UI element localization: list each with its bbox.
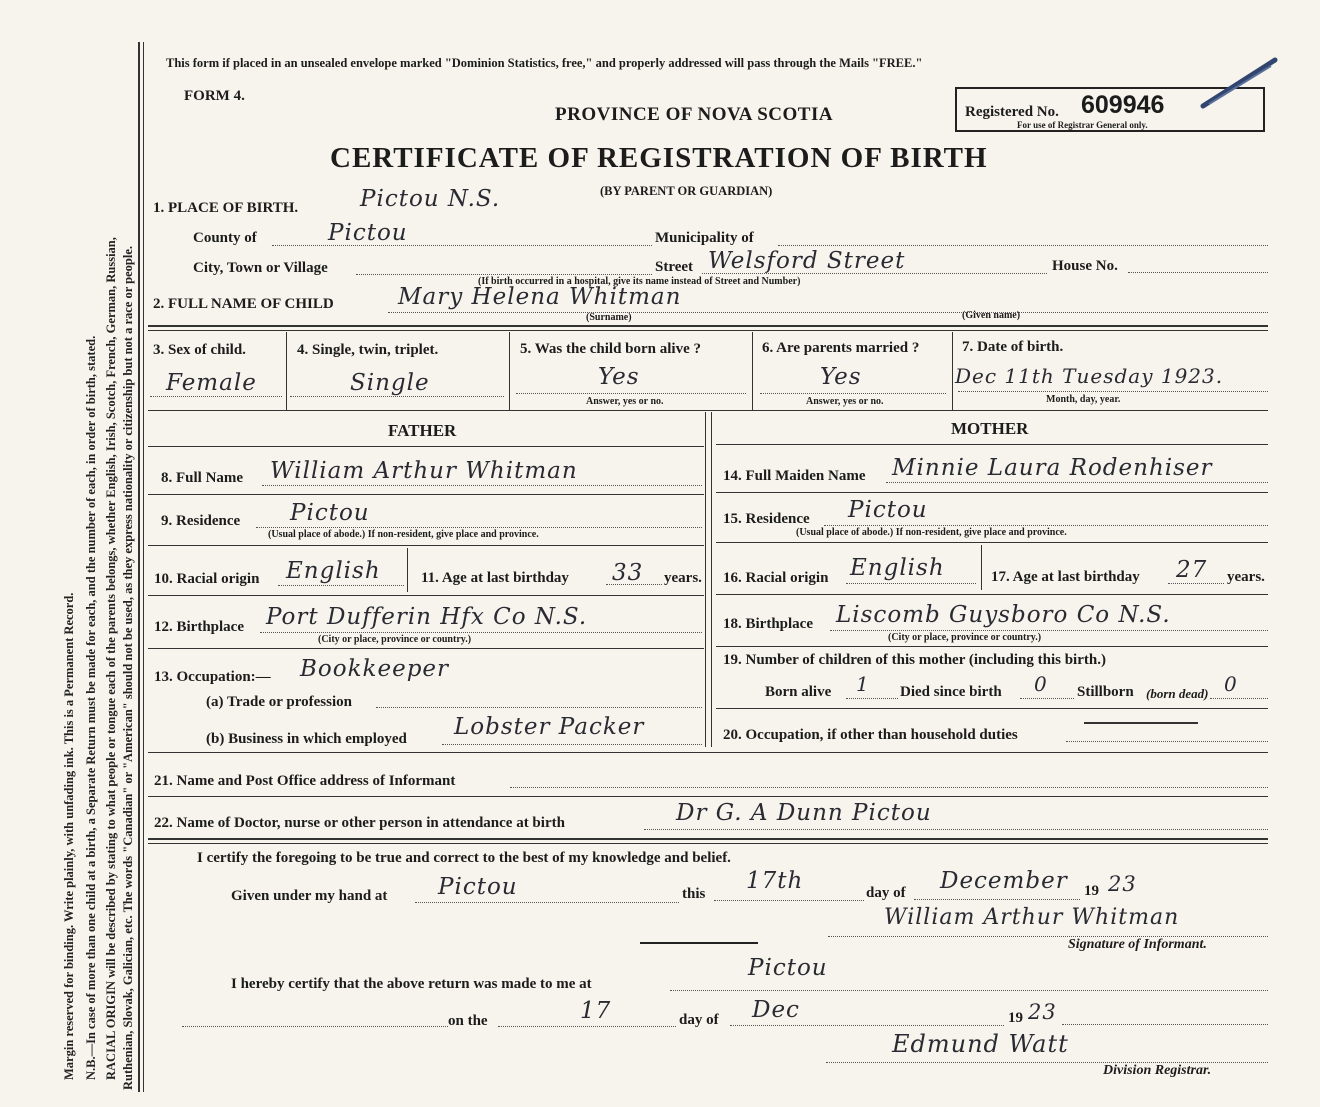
street-value: Welsford Street [708,248,906,274]
col-sep-3 [752,332,753,410]
father-head-line [148,446,704,447]
father-residence-line [256,527,702,528]
margin-note-nb: N.B.—In case of more than one child at a birth, a Separate Return must be made for each, and the number of each, in order of birth, stated. [84,335,98,1080]
given-name-note: (Given name) [962,310,1021,321]
informant-signature: William Arthur Whitman [884,905,1180,930]
father-name-value: William Arthur Whitman [270,458,578,484]
plurality-value: Single [350,370,430,396]
business-line [442,744,702,745]
born-alive-question: 5. Was the child born alive ? [520,341,701,357]
father-line-a [148,494,704,495]
mother-name-label: 14. Full Maiden Name [723,468,866,484]
mother-line-d [716,646,1268,647]
stillborn-value: 0 [1224,672,1238,696]
registered-label: Registered No. [965,104,1059,120]
stillborn-label: Stillborn [1077,684,1134,700]
alive-line [516,393,746,394]
died-line [1020,698,1074,699]
house-label: House No. [1052,258,1118,274]
father-age-value: 33 [612,560,644,586]
stillborn-line [1210,698,1268,699]
dob-line [958,391,1268,392]
reg-year-line [1062,1024,1268,1025]
mother-birthplace-value: Liscomb Guysboro Co N.S. [836,602,1171,628]
mother-line-a [716,492,1268,493]
father-years-label: years. [664,570,702,586]
business-label: (b) Business in which employed [206,731,407,747]
place-of-birth-value: Pictou N.S. [360,186,501,212]
col-divider [705,412,706,747]
year-prefix: 19 [1084,883,1099,899]
mother-occupation-label: 20. Occupation, if other than household duties [723,727,1018,743]
doctor-value: Dr G. A Dunn Pictou [676,800,932,826]
divider-4 [148,796,1268,797]
father-age-label: 11. Age at last birthday [421,570,569,586]
city-line [356,274,652,275]
father-place-note: (City or place, province or country.) [318,634,472,645]
trade-label: (a) Trade or profession [206,694,352,710]
mother-birthplace-line [830,630,1268,631]
municipality-label: Municipality of [655,230,754,246]
registrar-signature: Edmund Watt [892,1030,1069,1058]
sex-value: Female [166,370,257,396]
given-year-value: 23 [1108,872,1137,896]
sex-line [150,396,282,397]
father-racial-sep [407,548,408,592]
father-racial-value: English [286,558,381,584]
mother-occupation-line [1066,741,1268,742]
mother-racial-label: 16. Racial origin [723,570,829,586]
died-value: 0 [1034,672,1048,696]
informant-line [510,787,1268,788]
father-abode-note: (Usual place of abode.) If non-resident, give place and province. [268,529,539,540]
place-of-birth-label: 1. PLACE OF BIRTH. [153,200,299,216]
married-answer: Yes [820,364,862,390]
month-line [914,899,1080,900]
divider-1 [148,325,1268,327]
registrar-label: Division Registrar. [1103,1063,1212,1078]
county-value: Pictou [328,220,408,246]
given-month-value: December [940,868,1068,894]
married-answer-note: Answer, yes or no. [806,396,884,407]
surname-note: (Surname) [586,312,632,323]
plurality-label: 4. Single, twin, triplet. [297,342,439,358]
col-divider-b [711,412,712,747]
mother-residence-value: Pictou [848,497,928,523]
mother-years-label: years. [1227,569,1265,585]
house-line [1128,272,1268,273]
county-label: County of [193,230,257,246]
father-residence-value: Pictou [290,500,370,526]
died-label: Died since birth [900,684,1002,700]
mother-racial-line [846,583,976,584]
document-subtitle: (BY PARENT OR GUARDIAN) [600,184,773,198]
business-value: Lobster Packer [454,714,645,740]
father-racial-line [278,585,404,586]
province-heading: PROVINCE OF NOVA SCOTIA [555,104,834,125]
document-title: CERTIFICATE OF REGISTRATION OF BIRTH [330,142,988,174]
doctor-line [644,829,1268,830]
reg-year-prefix: 19 [1008,1010,1023,1026]
margin-note-racial: RACIAL ORIGIN will be described by stating to what people or tongue each of the parents belongs, whether English, Irish, Scotch, French, German, Russian, [104,237,118,1080]
dob-note: Month, day, year. [1046,394,1121,405]
mother-name-line [886,482,1268,483]
stillborn-note: (born dead) [1146,686,1209,701]
doctor-label: 22. Name of Doctor, nurse or other person in attendance at birth [154,815,565,831]
father-residence-label: 9. Residence [161,513,241,529]
reg-day-of-label: day of [679,1012,719,1028]
father-occupation-value: Bookkeeper [300,656,450,682]
given-place-value: Pictou [438,874,518,900]
father-birthplace-value: Port Dufferin Hfx Co N.S. [266,604,588,630]
divider-3 [148,752,1268,753]
reg-year-value: 23 [1028,1000,1057,1024]
signature-label: Signature of Informant. [1068,937,1207,952]
binding-line-inner [143,42,144,1092]
father-birthplace-label: 12. Birthplace [154,619,244,635]
city-label: City, Town or Village [193,260,328,276]
separator-rule [640,942,758,944]
alive-answer-note: Answer, yes or no. [586,396,664,407]
mother-line-c [716,594,1268,595]
certify-text: I certify the foregoing to be true and correct to the best of my knowledge and belief. [197,850,731,866]
margin-note-racial-cont: Ruthenian, Slovak, Galician, etc. The words "Canadian" or "American" should not be used, as they express nationality or citizenship but not a race or people. [121,245,135,1090]
born-alive-line [846,698,898,699]
father-heading: FATHER [388,421,457,440]
given-at-line [415,902,679,903]
mother-residence-label: 15. Residence [723,511,810,527]
day-line [714,900,864,901]
born-alive-value: 1 [856,672,870,696]
divider-5b [148,843,1268,844]
mother-age-value: 27 [1176,557,1208,583]
col-sep-1 [286,332,287,410]
plurality-line [290,396,504,397]
children-count-label: 19. Number of children of this mother (including this birth.) [723,652,1106,668]
married-question: 6. Are parents married ? [762,340,920,356]
mail-note: This form if placed in an unsealed envelope marked "Dominion Statistics, free," and properly addressed will pass through the Mails "FREE." [166,56,923,70]
registered-number: 609946 [1081,91,1165,119]
mother-head-line [716,444,1268,445]
registrar-certify-text: I hereby certify that the above return was made to me at [231,976,592,992]
informant-label: 21. Name and Post Office address of Informant [154,773,456,789]
mother-place-note: (City or place, province or country.) [888,632,1042,643]
reg-month-value: Dec [752,997,800,1023]
on-the-lead-line [182,1026,448,1027]
hospital-note: (If birth occurred in a hospital, give its name instead of Street and Number) [478,276,801,287]
mother-birthplace-label: 18. Birthplace [723,616,813,632]
registrar-note: For use of Registrar General only. [1017,120,1148,130]
mother-line-b [716,542,1268,543]
municipality-line [778,245,1268,246]
on-the-label: on the [448,1013,488,1029]
col-sep-2 [509,332,510,410]
mother-residence-line [824,525,1268,526]
form-number: FORM 4. [184,88,245,104]
father-racial-label: 10. Racial origin [154,571,260,587]
divider-5 [148,838,1268,840]
father-occupation-label: 13. Occupation:— [154,669,271,685]
reg-day-value: 17 [580,998,612,1024]
registrar-place-line [670,990,1268,991]
mother-abode-note: (Usual place of abode.) If non-resident, give place and province. [796,527,1067,538]
mother-heading: MOTHER [951,419,1029,438]
child-name-label: 2. FULL NAME OF CHILD [153,296,334,312]
father-line-b [148,545,704,546]
mother-racial-value: English [850,555,945,581]
mother-racial-sep [981,545,982,590]
dob-label: 7. Date of birth. [962,339,1064,355]
margin-note-binding: Margin reserved for binding. Write plainly, with unfading ink. This is a Permanent Record. [62,592,76,1080]
born-alive-label: Born alive [765,684,832,700]
col-sep-4 [952,332,953,410]
child-name-line [388,312,1268,313]
father-line-c [148,595,704,596]
father-name-label: 8. Full Name [161,470,244,486]
father-line-d [148,648,704,649]
married-line [760,393,946,394]
mother-occupation-dash [1084,722,1198,724]
day-of-label: day of [866,885,906,901]
street-label: Street [655,259,694,275]
child-name-value: Mary Helena Whitman [398,284,682,310]
reg-month-line [730,1025,1004,1026]
mother-age-label: 17. Age at last birthday [991,569,1140,585]
binding-line [138,42,140,1092]
born-alive-answer: Yes [598,364,640,390]
pen-mark-icon [1195,54,1285,114]
divider-2 [148,410,1268,411]
registrar-place-value: Pictou [748,955,828,981]
given-day-value: 17th [746,868,804,894]
this-label: this [682,886,706,902]
father-name-line [262,485,702,486]
mother-line-e [716,708,1268,709]
dob-value: Dec 11th Tuesday 1923. [955,364,1224,388]
father-birthplace-line [260,632,702,633]
divider-1b [148,330,1268,331]
sex-label: 3. Sex of child. [153,342,246,358]
given-at-label: Given under my hand at [231,888,388,904]
mother-age-line [1168,583,1224,584]
mother-name-value: Minnie Laura Rodenhiser [892,455,1213,481]
reg-day-line [498,1026,676,1027]
trade-line [376,707,702,708]
